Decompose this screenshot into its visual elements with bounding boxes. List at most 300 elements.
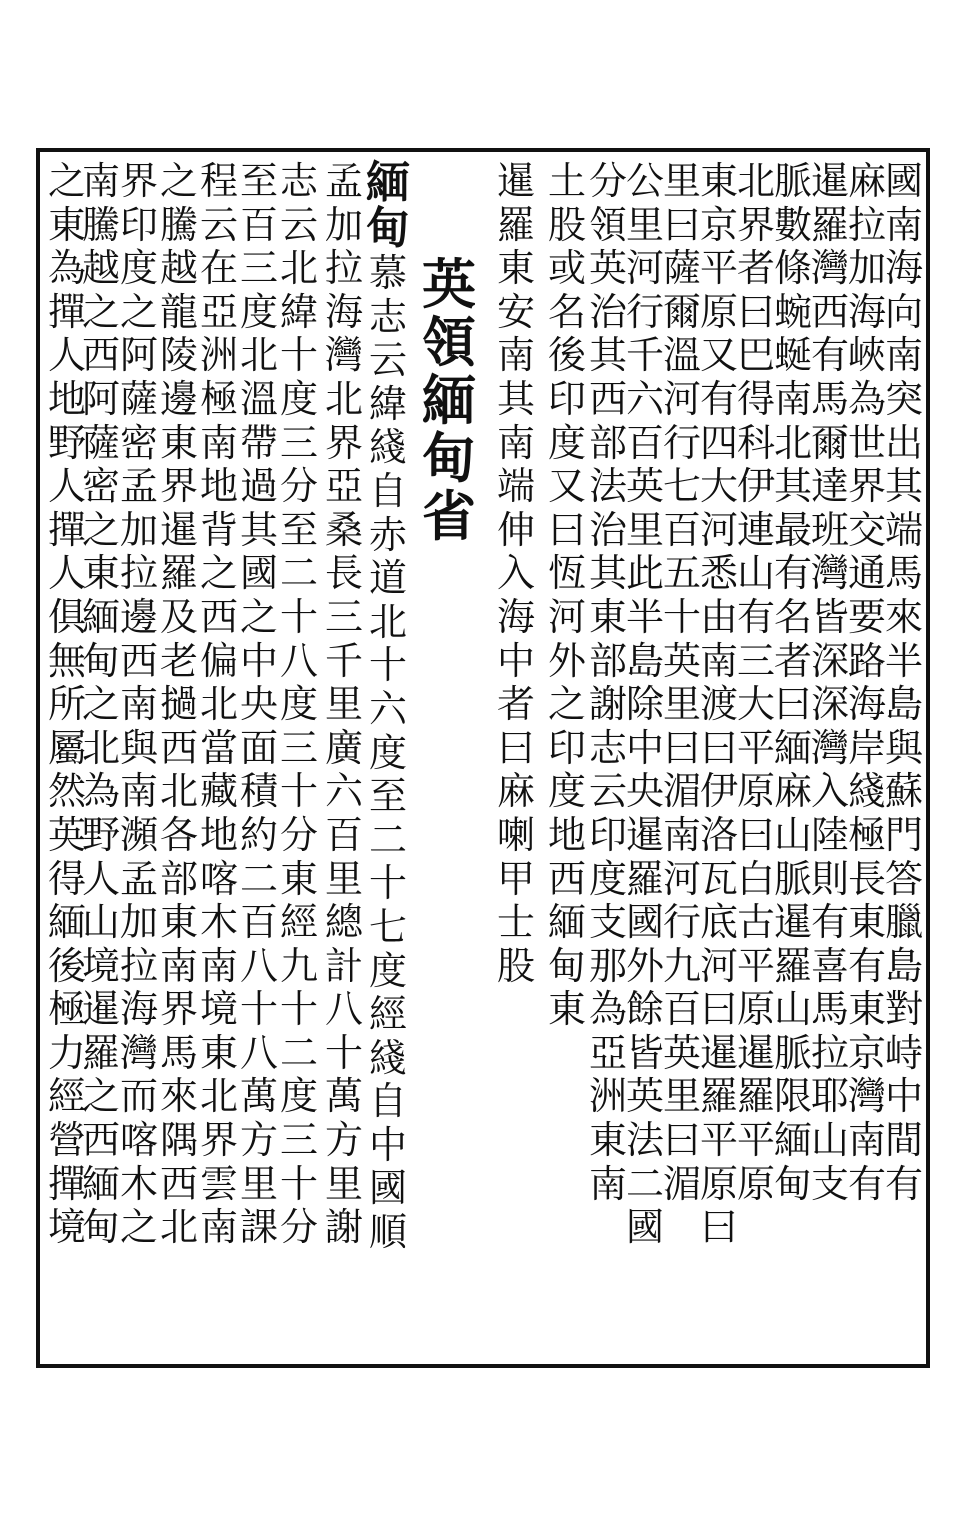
glyph: 西 xyxy=(200,594,239,639)
glyph: 洲 xyxy=(200,333,239,378)
glyph: 爾 xyxy=(663,289,702,334)
text-column xyxy=(589,159,628,1206)
glyph: 條 xyxy=(774,246,813,291)
text-column xyxy=(325,159,364,1250)
glyph: 營 xyxy=(48,1118,87,1163)
glyph: 中 xyxy=(497,638,536,683)
glyph: 暹 xyxy=(497,159,536,203)
glyph: 路 xyxy=(848,638,887,683)
glyph: 海 xyxy=(497,594,536,639)
glyph: 與 xyxy=(885,725,924,770)
glyph: 國 xyxy=(240,551,279,596)
glyph: 南 xyxy=(120,769,159,814)
glyph: 九 xyxy=(663,943,702,988)
glyph: 甸 xyxy=(82,1205,121,1250)
glyph: 伊 xyxy=(737,464,776,509)
glyph: 緬 xyxy=(774,725,813,770)
glyph: 人 xyxy=(48,464,87,509)
glyph: 省 xyxy=(422,484,476,548)
glyph: 緯 xyxy=(369,381,408,426)
glyph: 西 xyxy=(120,638,159,683)
glyph: 東 xyxy=(82,551,121,596)
glyph: 二 xyxy=(280,1030,319,1075)
glyph: 亞 xyxy=(200,289,239,334)
glyph: 百 xyxy=(663,987,702,1032)
glyph: 五 xyxy=(663,551,702,596)
glyph: 里 xyxy=(663,1074,702,1119)
glyph: 撣 xyxy=(48,507,87,552)
glyph: 拉 xyxy=(848,202,887,247)
glyph: 百 xyxy=(325,812,364,857)
glyph: 西 xyxy=(160,1161,199,1206)
glyph: 拉 xyxy=(120,943,159,988)
glyph: 英 xyxy=(626,464,665,509)
glyph: 騰 xyxy=(82,202,121,247)
glyph: 中 xyxy=(369,1122,408,1167)
glyph: 十 xyxy=(369,861,408,906)
glyph: 慕 xyxy=(369,251,408,295)
glyph: 皆 xyxy=(811,594,850,639)
glyph: 廣 xyxy=(325,725,364,770)
glyph: 羅 xyxy=(497,202,536,247)
glyph: 脈 xyxy=(774,1030,813,1075)
glyph: 云 xyxy=(280,202,319,247)
glyph: 為 xyxy=(848,376,887,421)
glyph: 臘 xyxy=(885,900,924,945)
glyph: 半 xyxy=(885,638,924,683)
glyph: 最 xyxy=(774,507,813,552)
glyph: 三 xyxy=(280,420,319,465)
glyph: 東 xyxy=(280,856,319,901)
glyph: 度 xyxy=(369,730,408,775)
glyph: 北 xyxy=(774,420,813,465)
glyph: 島 xyxy=(626,638,665,683)
glyph: 千 xyxy=(626,333,665,378)
glyph: 分 xyxy=(280,812,319,857)
glyph: 地 xyxy=(48,376,87,421)
text-column xyxy=(48,159,87,1250)
glyph: 無 xyxy=(48,638,87,683)
glyph: 孟 xyxy=(325,159,364,203)
glyph: 萬 xyxy=(325,1074,364,1119)
glyph: 溫 xyxy=(663,333,702,378)
text-column xyxy=(82,159,121,1250)
glyph: 極 xyxy=(848,812,887,857)
glyph: 原 xyxy=(700,1161,739,1206)
glyph: 治 xyxy=(589,289,628,334)
glyph: 加 xyxy=(120,900,159,945)
glyph: 為 xyxy=(82,769,121,814)
glyph: 甲 xyxy=(497,856,536,901)
glyph: 印 xyxy=(120,202,159,247)
glyph: 土 xyxy=(548,159,587,203)
glyph: 部 xyxy=(589,420,628,465)
glyph: 西 xyxy=(82,1118,121,1163)
glyph: 緬 xyxy=(422,368,476,432)
glyph: 加 xyxy=(120,507,159,552)
glyph: 越 xyxy=(160,246,199,291)
glyph: 界 xyxy=(325,420,364,465)
glyph: 六 xyxy=(626,376,665,421)
glyph: 百 xyxy=(240,900,279,945)
glyph: 藏 xyxy=(200,769,239,814)
glyph: 境 xyxy=(200,987,239,1032)
glyph: 原 xyxy=(737,1161,776,1206)
glyph: 之 xyxy=(82,289,121,334)
glyph: 在 xyxy=(200,246,239,291)
glyph: 南 xyxy=(497,333,536,378)
glyph: 俱 xyxy=(48,594,87,639)
glyph: 志 xyxy=(589,725,628,770)
glyph: 界 xyxy=(848,464,887,509)
glyph: 得 xyxy=(737,376,776,421)
glyph: 緬 xyxy=(82,594,121,639)
glyph: 溫 xyxy=(240,376,279,421)
glyph: 緯 xyxy=(280,289,319,334)
glyph: 桑 xyxy=(325,507,364,552)
glyph: 南 xyxy=(700,638,739,683)
glyph: 南 xyxy=(200,420,239,465)
glyph: 背 xyxy=(200,507,239,552)
glyph: 東 xyxy=(848,987,887,1032)
glyph: 者 xyxy=(737,246,776,291)
glyph: 限 xyxy=(774,1074,813,1119)
glyph: 陵 xyxy=(160,333,199,378)
glyph: 深 xyxy=(811,638,850,683)
glyph: 有 xyxy=(774,551,813,596)
glyph: 加 xyxy=(325,202,364,247)
text-column xyxy=(885,159,924,1206)
glyph: 海 xyxy=(120,987,159,1032)
glyph: 自 xyxy=(369,1079,408,1124)
glyph: 英 xyxy=(589,246,628,291)
glyph: 向 xyxy=(885,289,924,334)
glyph: 國 xyxy=(626,900,665,945)
glyph: 雲 xyxy=(200,1161,239,1206)
glyph: 北 xyxy=(737,159,776,203)
glyph: 伸 xyxy=(497,507,536,552)
glyph: 二 xyxy=(626,1161,665,1206)
glyph: 北 xyxy=(240,333,279,378)
glyph: 分 xyxy=(280,464,319,509)
glyph: 隅 xyxy=(160,1118,199,1163)
glyph: 羅 xyxy=(82,1030,121,1075)
glyph: 南 xyxy=(120,682,159,727)
glyph: 灣 xyxy=(325,333,364,378)
glyph: 英 xyxy=(663,638,702,683)
glyph: 馬 xyxy=(160,1030,199,1075)
glyph: 至 xyxy=(240,159,279,203)
glyph: 世 xyxy=(848,420,887,465)
glyph: 之 xyxy=(120,289,159,334)
glyph: 十 xyxy=(663,594,702,639)
glyph: 里 xyxy=(626,507,665,552)
glyph: 其 xyxy=(497,376,536,421)
glyph: 暹 xyxy=(160,507,199,552)
glyph: 十 xyxy=(369,643,408,688)
glyph: 三 xyxy=(240,246,279,291)
glyph: 界 xyxy=(120,159,159,203)
glyph: 羅 xyxy=(774,943,813,988)
glyph: 云 xyxy=(200,202,239,247)
glyph: 至 xyxy=(280,507,319,552)
glyph: 其 xyxy=(885,464,924,509)
glyph: 悉 xyxy=(700,551,739,596)
glyph: 千 xyxy=(325,638,364,683)
glyph: 來 xyxy=(160,1074,199,1119)
glyph: 公 xyxy=(626,159,665,203)
glyph: 入 xyxy=(497,551,536,596)
glyph: 里 xyxy=(663,159,702,203)
glyph: 麻 xyxy=(774,769,813,814)
glyph: 老 xyxy=(160,638,199,683)
glyph: 偏 xyxy=(200,638,239,683)
glyph: 自 xyxy=(369,468,408,513)
glyph: 人 xyxy=(48,551,87,596)
glyph: 赤 xyxy=(369,512,408,557)
annotated-text-column xyxy=(700,159,739,1250)
glyph: 謝 xyxy=(589,682,628,727)
glyph: 過 xyxy=(240,464,279,509)
glyph: 二 xyxy=(240,856,279,901)
glyph: 法 xyxy=(589,464,628,509)
glyph: 暹 xyxy=(700,1030,739,1075)
glyph: 股 xyxy=(548,202,587,247)
glyph: 二 xyxy=(369,817,408,862)
glyph: 領 xyxy=(422,310,476,374)
glyph: 人 xyxy=(82,856,121,901)
glyph: 部 xyxy=(589,638,628,683)
glyph: 羅 xyxy=(811,202,850,247)
glyph: 亞 xyxy=(325,464,364,509)
glyph: 除 xyxy=(626,682,665,727)
glyph: 阿 xyxy=(120,333,159,378)
glyph: 平 xyxy=(737,725,776,770)
glyph: 東 xyxy=(200,1030,239,1075)
glyph: 度 xyxy=(548,420,587,465)
glyph: 加 xyxy=(848,246,887,291)
glyph: 又 xyxy=(548,464,587,509)
glyph: 經 xyxy=(280,900,319,945)
glyph: 國 xyxy=(369,1166,408,1211)
glyph: 十 xyxy=(280,594,319,639)
glyph: 阿 xyxy=(82,376,121,421)
glyph: 印 xyxy=(548,376,587,421)
text-column xyxy=(548,159,587,1032)
glyph: 其 xyxy=(589,333,628,378)
glyph: 甸 xyxy=(82,638,121,683)
glyph: 甸 xyxy=(422,426,476,490)
glyph: 央 xyxy=(626,769,665,814)
glyph: 英 xyxy=(663,1030,702,1075)
glyph: 之 xyxy=(240,594,279,639)
glyph: 原 xyxy=(737,987,776,1032)
text-column xyxy=(497,159,536,988)
glyph: 灣 xyxy=(811,725,850,770)
glyph: 北 xyxy=(200,682,239,727)
glyph: 間 xyxy=(885,1118,924,1163)
text-column xyxy=(626,159,665,1250)
glyph: 而 xyxy=(120,1074,159,1119)
glyph: 八 xyxy=(240,943,279,988)
glyph: 十 xyxy=(280,769,319,814)
glyph: 與 xyxy=(120,725,159,770)
glyph: 東 xyxy=(589,594,628,639)
glyph: 百 xyxy=(663,507,702,552)
glyph: 地 xyxy=(548,812,587,857)
glyph: 西 xyxy=(82,333,121,378)
glyph: 印 xyxy=(548,725,587,770)
glyph: 有 xyxy=(737,594,776,639)
glyph: 由 xyxy=(700,594,739,639)
glyph: 八 xyxy=(280,638,319,683)
glyph: 有 xyxy=(811,333,850,378)
glyph: 馬 xyxy=(811,987,850,1032)
glyph: 曰 xyxy=(737,289,776,334)
glyph: 東 xyxy=(48,202,87,247)
glyph: 爾 xyxy=(811,420,850,465)
glyph: 十 xyxy=(280,333,319,378)
glyph: 支 xyxy=(589,900,628,945)
glyph: 中 xyxy=(626,725,665,770)
text-column xyxy=(200,159,239,1250)
glyph: 極 xyxy=(48,987,87,1032)
glyph: 里 xyxy=(240,1161,279,1206)
glyph: 島 xyxy=(885,943,924,988)
glyph: 端 xyxy=(497,464,536,509)
glyph: 之 xyxy=(120,1205,159,1250)
glyph: 馬 xyxy=(811,376,850,421)
glyph: 突 xyxy=(885,376,924,421)
glyph: 北 xyxy=(160,1205,199,1250)
glyph: 積 xyxy=(240,769,279,814)
text-column xyxy=(848,159,887,1206)
glyph: 河 xyxy=(663,856,702,901)
glyph: 河 xyxy=(548,594,587,639)
glyph: 界 xyxy=(160,464,199,509)
glyph: 灣 xyxy=(848,1074,887,1119)
glyph: 大 xyxy=(700,464,739,509)
glyph: 里 xyxy=(626,202,665,247)
glyph: 渡 xyxy=(700,682,739,727)
glyph: 暹 xyxy=(774,900,813,945)
glyph: 約 xyxy=(240,812,279,857)
glyph: 南 xyxy=(663,812,702,857)
glyph: 出 xyxy=(885,420,924,465)
glyph: 馬 xyxy=(885,551,924,596)
glyph: 島 xyxy=(885,682,924,727)
glyph: 西 xyxy=(548,856,587,901)
glyph: 南 xyxy=(200,943,239,988)
glyph: 部 xyxy=(160,856,199,901)
glyph: 百 xyxy=(626,420,665,465)
glyph: 達 xyxy=(811,464,850,509)
glyph: 那 xyxy=(589,943,628,988)
glyph: 國 xyxy=(626,1205,665,1250)
glyph: 三 xyxy=(280,1118,319,1163)
glyph: 其 xyxy=(774,464,813,509)
glyph: 岸 xyxy=(848,725,887,770)
glyph: 國 xyxy=(885,159,924,203)
glyph: 長 xyxy=(848,856,887,901)
glyph: 蜒 xyxy=(774,333,813,378)
glyph: 境 xyxy=(48,1205,87,1250)
glyph: 志 xyxy=(280,159,319,203)
glyph: 北 xyxy=(325,376,364,421)
glyph: 洲 xyxy=(589,1074,628,1119)
glyph: 度 xyxy=(280,376,319,421)
glyph: 皆 xyxy=(626,1030,665,1075)
glyph: 班 xyxy=(811,507,850,552)
glyph: 暹 xyxy=(737,1030,776,1075)
glyph: 孟 xyxy=(120,856,159,901)
glyph: 平 xyxy=(737,943,776,988)
text-column xyxy=(160,159,199,1250)
glyph: 綫 xyxy=(369,425,408,470)
glyph: 西 xyxy=(811,289,850,334)
glyph: 里 xyxy=(325,1161,364,1206)
glyph: 餘 xyxy=(626,987,665,1032)
glyph: 曰 xyxy=(663,725,702,770)
glyph: 原 xyxy=(737,769,776,814)
glyph: 經 xyxy=(369,992,408,1037)
glyph: 度 xyxy=(120,246,159,291)
glyph: 有 xyxy=(811,900,850,945)
glyph: 分 xyxy=(280,1205,319,1250)
glyph: 曰 xyxy=(700,1205,739,1250)
glyph: 此 xyxy=(626,551,665,596)
glyph: 里 xyxy=(325,682,364,727)
glyph: 行 xyxy=(663,900,702,945)
glyph: 有 xyxy=(848,943,887,988)
glyph: 有 xyxy=(885,1161,924,1206)
glyph: 科 xyxy=(737,420,776,465)
glyph: 十 xyxy=(280,1161,319,1206)
glyph: 十 xyxy=(240,987,279,1032)
glyph: 羅 xyxy=(737,1074,776,1119)
glyph: 八 xyxy=(325,987,364,1032)
section-title xyxy=(420,252,478,548)
glyph: 密 xyxy=(82,464,121,509)
glyph: 道 xyxy=(369,556,408,601)
glyph: 曰 xyxy=(700,987,739,1032)
glyph: 京 xyxy=(700,202,739,247)
glyph: 越 xyxy=(82,246,121,291)
glyph: 曰 xyxy=(774,682,813,727)
glyph: 境 xyxy=(82,943,121,988)
glyph: 蘇 xyxy=(885,769,924,814)
glyph: 有 xyxy=(700,376,739,421)
glyph: 度 xyxy=(240,289,279,334)
glyph: 界 xyxy=(160,987,199,1032)
heading-word xyxy=(366,157,410,254)
glyph: 瀕 xyxy=(120,812,159,857)
glyph: 平 xyxy=(700,1118,739,1163)
glyph: 英 xyxy=(422,252,476,316)
glyph: 方 xyxy=(325,1118,364,1163)
glyph: 界 xyxy=(200,1118,239,1163)
glyph: 底 xyxy=(700,900,739,945)
glyph: 十 xyxy=(280,987,319,1032)
glyph: 地 xyxy=(200,464,239,509)
glyph: 為 xyxy=(48,246,87,291)
glyph: 領 xyxy=(589,202,628,247)
glyph: 云 xyxy=(369,338,408,383)
glyph: 帶 xyxy=(240,420,279,465)
glyph: 亞 xyxy=(589,1030,628,1075)
glyph: 撣 xyxy=(48,1161,87,1206)
glyph: 甸 xyxy=(366,203,410,254)
